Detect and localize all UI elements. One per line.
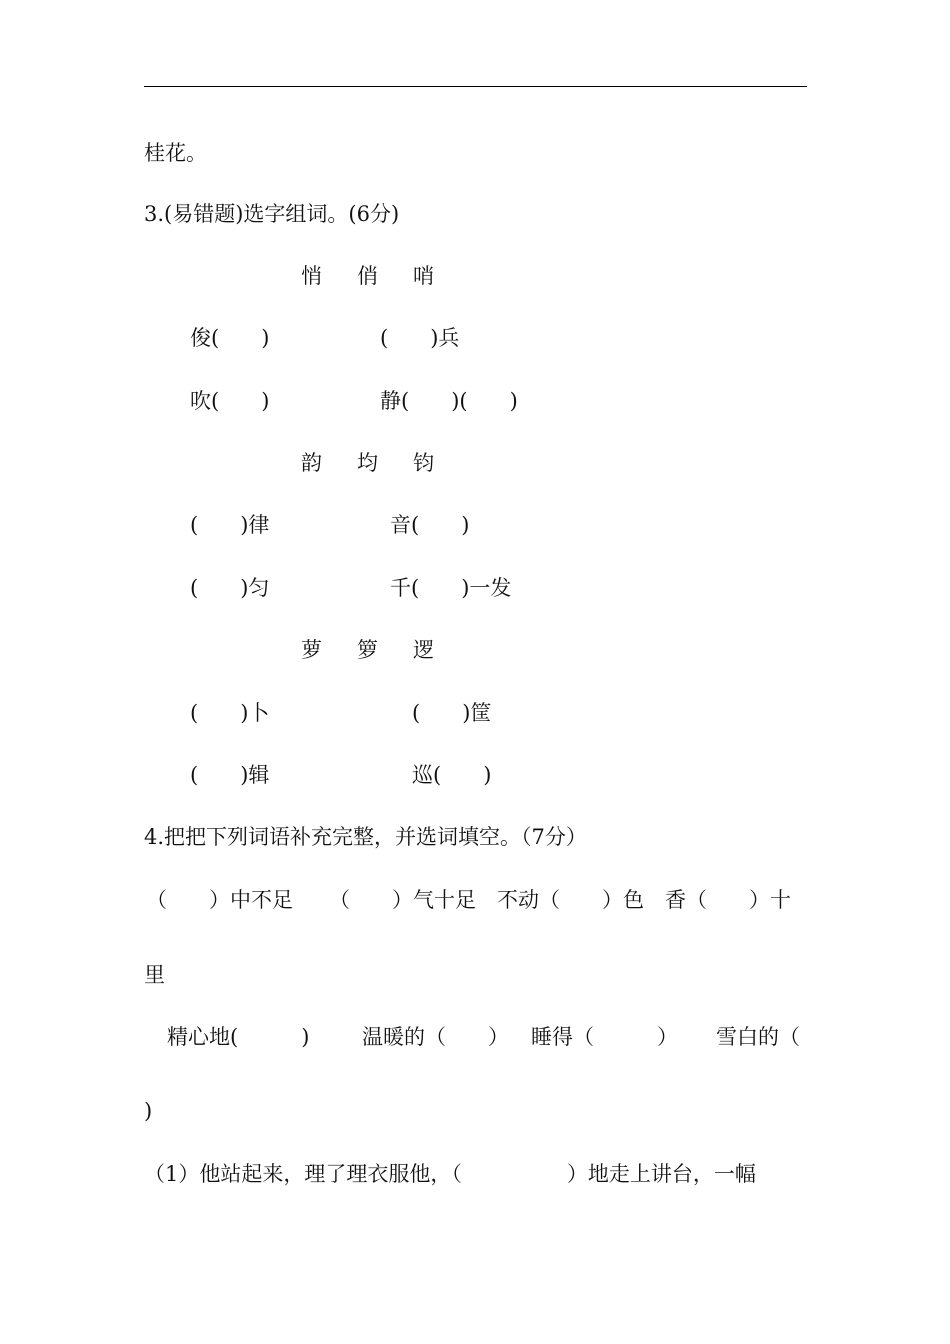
fill-blank-item[interactable]: 千( )一发	[390, 576, 512, 600]
choice-char: 均	[357, 451, 378, 475]
fill-blank-item[interactable]: ( )律	[190, 513, 270, 537]
choice-char: 钧	[413, 451, 434, 475]
idiom-blank[interactable]: （ ）中不足	[146, 888, 293, 912]
fill-blank-item[interactable]: 音( )	[390, 513, 470, 537]
fill-blank-item[interactable]: 吹( )	[190, 389, 270, 413]
question-3-title: 3.(易错题)选字组词。(6分)	[144, 202, 400, 226]
choice-char: 箩	[357, 638, 378, 662]
phrase-blank[interactable]: 温暖的（ ）	[362, 1025, 509, 1049]
header-rule	[144, 86, 807, 87]
choice-char: 逻	[413, 638, 434, 662]
phrase-blank[interactable]: 睡得（ ）	[531, 1025, 678, 1049]
sentence-fill-1[interactable]: （1）他站起来，理了理衣服他，（ ）地走上讲台，一幅	[144, 1162, 756, 1186]
fill-blank-item[interactable]: ( )筐	[412, 701, 492, 725]
choice-char: 俏	[357, 264, 378, 288]
idiom-blank[interactable]: （ ）气十足	[329, 888, 476, 912]
fill-blank-item[interactable]: ( )卜	[190, 701, 270, 725]
choice-char: 悄	[301, 264, 322, 288]
fill-blank-item[interactable]: ( )兵	[380, 326, 460, 350]
idiom-blank[interactable]: 不动（ ）色	[497, 888, 644, 912]
phrase-wrap-text: )	[144, 1099, 153, 1123]
choice-char: 萝	[301, 638, 322, 662]
phrase-blank[interactable]: 雪白的（	[716, 1025, 800, 1049]
fill-blank-item[interactable]: 俊( )	[190, 326, 270, 350]
fill-blank-item[interactable]: 巡( )	[412, 763, 492, 787]
question-4-title: 4.把把下列词语补充完整，并选词填空。（7分）	[144, 825, 587, 849]
fill-blank-item[interactable]: ( )匀	[190, 576, 270, 600]
continuation-text: 桂花。	[144, 141, 207, 165]
idiom-wrap-text: 里	[144, 963, 165, 987]
idiom-blank[interactable]: 香（ ）十	[665, 888, 791, 912]
phrase-blank[interactable]: 精心地( )	[167, 1025, 310, 1049]
fill-blank-item[interactable]: ( )辑	[190, 763, 270, 787]
fill-blank-item[interactable]: 静( )( )	[380, 389, 518, 413]
choice-char: 哨	[413, 264, 434, 288]
choice-char: 韵	[301, 451, 322, 475]
